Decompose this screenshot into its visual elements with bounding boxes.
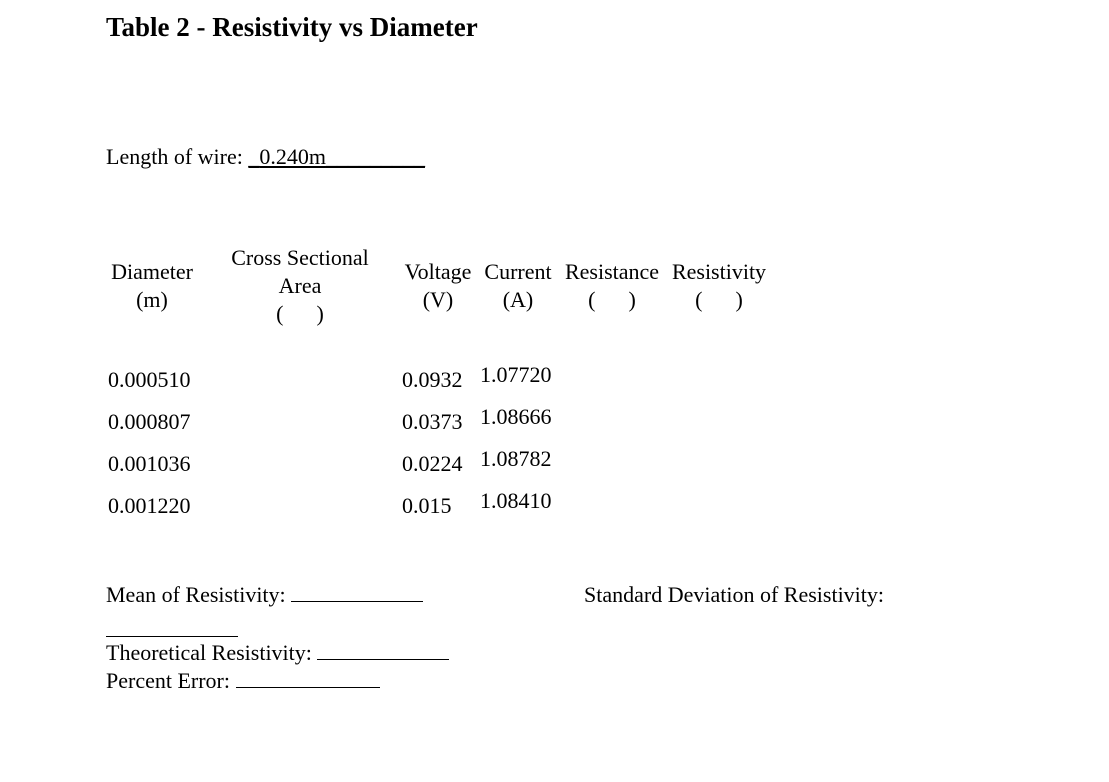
cell-diameter-row4: 0.001220 [108, 493, 191, 518]
theoretical-resistivity-label: Theoretical Resistivity: [106, 640, 318, 665]
header-resistivity-line1: Resistivity [671, 259, 767, 284]
cell-current-row1: 1.07720 [480, 362, 552, 387]
header-resistivity [666, 258, 772, 314]
header-area [220, 244, 380, 328]
wire-length-value: 0.240m [259, 144, 326, 169]
cell-voltage-row4: 0.015 [402, 493, 452, 518]
cell-current-row4: 1.08410 [480, 488, 552, 513]
percent-error-blank [236, 669, 380, 688]
wire-length-label: Length of wire: [106, 144, 249, 169]
mean-resistivity-label: Mean of Resistivity: [106, 582, 292, 607]
std-resistivity-label: Standard Deviation of Resistivity: [584, 582, 885, 607]
wire-length-lead: _ [248, 144, 260, 169]
cell-diameter-row3: 0.001036 [108, 451, 191, 476]
header-resistance [559, 258, 665, 314]
percent-error-line [106, 668, 380, 694]
header-diameter-line2: (m) [136, 287, 168, 312]
cell-current-row2: 1.08666 [480, 404, 552, 429]
header-diameter [102, 258, 202, 314]
theoretical-resistivity-line [106, 640, 449, 666]
cell-voltage-row2: 0.0373 [402, 409, 463, 434]
cell-voltage-row1: 0.0932 [402, 367, 463, 392]
header-resistance-unit: ( ) [588, 287, 636, 312]
header-current-line1: Current [484, 259, 552, 284]
cell-voltage-row3: 0.0224 [402, 451, 463, 476]
wire-length-trail: _________ [325, 144, 425, 169]
header-voltage-line2: (V) [422, 287, 454, 312]
std-resistivity-blank [106, 636, 238, 637]
mean-resistivity-line [106, 582, 423, 608]
mean-resistivity-blank [291, 583, 423, 602]
header-current [479, 258, 557, 314]
header-voltage [400, 258, 476, 314]
cell-diameter-row2: 0.000807 [108, 409, 191, 434]
page-title: Table 2 - Resistivity vs Diameter [106, 12, 478, 42]
cell-diameter-row1: 0.000510 [108, 367, 191, 392]
wire-length-line [106, 144, 425, 170]
header-resistance-line1: Resistance [564, 259, 660, 284]
percent-error-label: Percent Error: [106, 668, 236, 693]
header-voltage-line1: Voltage [404, 259, 472, 284]
header-area-line1: Cross Sectional [231, 245, 369, 270]
cell-current-row3: 1.08782 [480, 446, 552, 471]
header-current-line2: (A) [502, 287, 534, 312]
header-area-line2: Area [278, 273, 322, 298]
header-resistivity-unit: ( ) [695, 287, 743, 312]
header-area-unit: ( ) [276, 301, 324, 326]
header-diameter-line1: Diameter [111, 259, 193, 284]
theoretical-resistivity-blank [317, 641, 449, 660]
